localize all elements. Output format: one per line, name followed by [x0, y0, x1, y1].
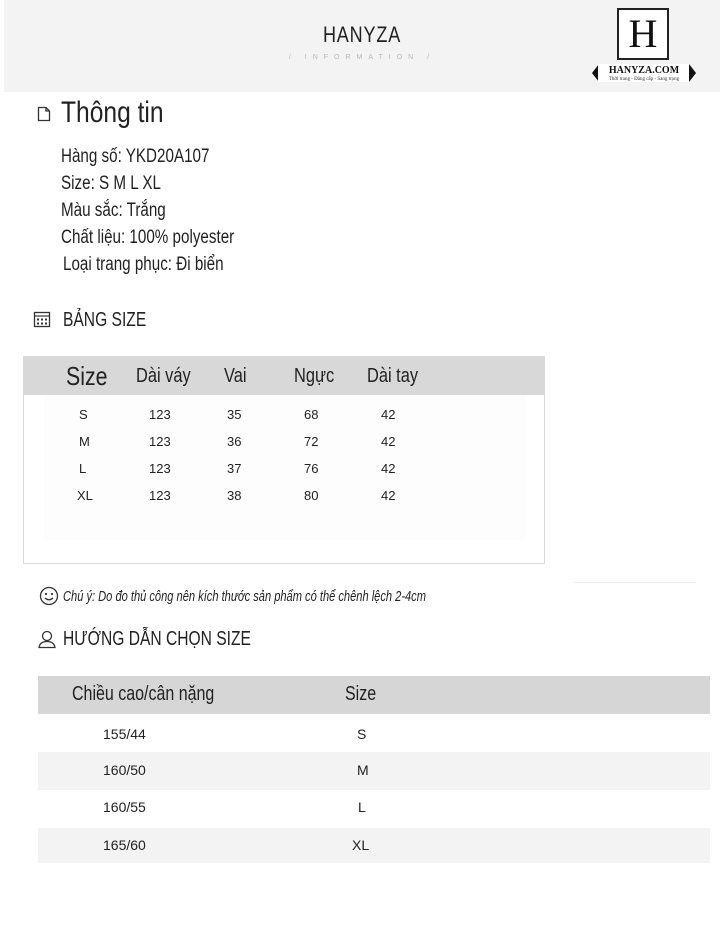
cell-shoulder: 38	[227, 488, 242, 503]
cell-chest: 76	[304, 461, 319, 476]
cell-height-weight: 155/44	[103, 726, 146, 742]
info-material: Chất liệu: 100% polyester	[61, 227, 235, 248]
info-type: Loại trang phục: Đi biển	[63, 254, 224, 275]
size-guide-heading: HƯỚNG DẪN CHỌN SIZE	[63, 628, 251, 650]
info-title: Thông tin	[61, 96, 164, 129]
cell-shoulder: 37	[227, 461, 242, 476]
measurement-note: Chú ý: Do đo thủ công nên kích thước sản phẩm có thể chênh lệch 2-4cm	[63, 588, 426, 605]
logo-emblem	[617, 8, 669, 60]
brand-subtitle: / INFORMATION /	[288, 54, 436, 61]
cell-sleeve: 42	[381, 407, 396, 422]
calendar-grid-icon	[33, 310, 51, 328]
cell-length: 123	[149, 461, 171, 476]
column-header-shoulder: Vai	[224, 365, 247, 387]
size-chart-heading: BẢNG SIZE	[63, 309, 147, 331]
cell-size: XL	[352, 837, 370, 853]
cell-length: 123	[149, 434, 171, 449]
logo-letter: H	[628, 11, 658, 56]
info-sizes: Size: S M L XL	[61, 173, 161, 194]
cell-size: M	[357, 762, 369, 778]
cell-length: 123	[149, 488, 171, 503]
brand-title: HANYZA	[322, 22, 402, 47]
cell-shoulder: 36	[227, 434, 242, 449]
page-header	[4, 0, 720, 92]
cell-size: M	[79, 434, 90, 449]
size-guide-table	[38, 676, 710, 863]
size-guide-header	[38, 676, 710, 714]
column-header-sleeve: Dài tay	[367, 365, 419, 387]
cell-size: S	[357, 726, 367, 742]
info-sku: Hàng số: YKD20A107	[61, 146, 210, 167]
table-row	[38, 828, 710, 863]
document-icon	[37, 106, 51, 122]
cell-length: 123	[149, 407, 171, 422]
logo-arrow-right-icon	[689, 64, 696, 82]
cell-sleeve: 42	[381, 488, 396, 503]
info-color: Màu sắc: Trắng	[61, 200, 166, 221]
column-header-height-weight: Chiều cao/cân nặng	[72, 683, 215, 705]
cell-size: XL	[77, 488, 93, 503]
cell-height-weight: 165/60	[103, 837, 146, 853]
column-header-size: Size	[345, 683, 377, 705]
logo-tagline: Thời trang - Đẳng cấp - Sang trọng	[608, 77, 680, 82]
size-table-header	[24, 357, 544, 395]
divider	[574, 582, 696, 583]
table-row	[38, 752, 710, 790]
column-header-size: Size	[66, 361, 108, 391]
table-row	[38, 714, 710, 752]
cell-size: S	[79, 407, 88, 422]
cell-height-weight: 160/50	[103, 762, 146, 778]
cell-shoulder: 35	[227, 407, 242, 422]
column-header-chest: Ngực	[294, 365, 335, 387]
person-icon	[37, 629, 57, 649]
hanyza-logo[interactable]	[592, 6, 696, 86]
size-table-body	[44, 395, 526, 540]
column-header-length: Dài váy	[136, 365, 191, 387]
cell-sleeve: 42	[381, 434, 396, 449]
cell-sleeve: 42	[381, 461, 396, 476]
cell-size: L	[358, 799, 366, 815]
cell-chest: 80	[304, 488, 319, 503]
logo-site-name: HANYZA.COM	[608, 65, 680, 76]
size-table	[23, 356, 545, 564]
cell-chest: 72	[304, 434, 319, 449]
smiley-icon	[39, 586, 59, 606]
cell-height-weight: 160/55	[103, 799, 146, 815]
cell-chest: 68	[304, 407, 319, 422]
cell-size: L	[79, 461, 87, 476]
table-row	[38, 790, 710, 828]
